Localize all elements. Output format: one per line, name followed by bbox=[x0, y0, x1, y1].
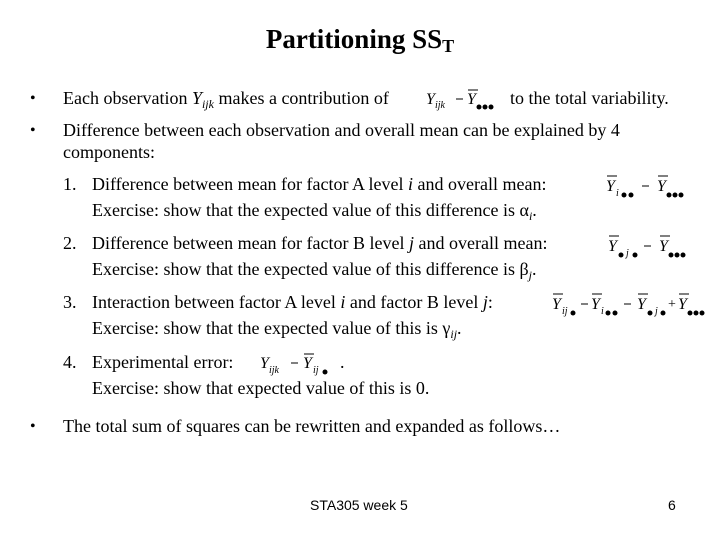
item-1-line2: Exercise: show that the expected value of this difference is $\alpha_i$. bbox=[92, 200, 537, 223]
footer-course-label: STA305 week 5 bbox=[310, 497, 408, 513]
formula-interaction-term bbox=[548, 288, 718, 320]
footer-page-number: 6 bbox=[668, 497, 676, 513]
formula-deviation-total bbox=[422, 84, 502, 114]
formula-factor-b-deviation bbox=[604, 230, 694, 262]
item-3-line1: Interaction between factor A level i and factor B level j: bbox=[92, 292, 493, 312]
item-2-line2: Exercise: show that the expected value of this difference is $\beta_j$. bbox=[92, 259, 537, 282]
item-4-line2: Exercise: show that expected value of this is 0. bbox=[92, 378, 430, 398]
bullet-marker: • bbox=[30, 122, 36, 139]
svg-text:Y: Y bbox=[426, 91, 435, 108]
svg-text:ijk: ijk bbox=[269, 365, 279, 376]
item-4-line1: Experimental error: bbox=[92, 352, 234, 372]
svg-text:Y: Y bbox=[659, 238, 668, 255]
svg-text:Y: Y bbox=[591, 296, 600, 313]
svg-text:Y: Y bbox=[637, 296, 646, 313]
svg-text:+: + bbox=[668, 297, 676, 312]
bullet-observation-tail: to the total variability. bbox=[510, 88, 669, 108]
svg-text:Y: Y bbox=[606, 178, 615, 195]
item-number: 4. bbox=[63, 352, 77, 372]
svg-text:i: i bbox=[616, 188, 619, 199]
svg-text:Y: Y bbox=[678, 296, 687, 313]
svg-text:Y: Y bbox=[608, 238, 617, 255]
slide-title: Partitioning $SS_T$ bbox=[265, 24, 455, 56]
item-2-line1: Difference between mean for factor B level j and overall mean: bbox=[92, 233, 548, 253]
svg-text:Y: Y bbox=[552, 296, 561, 313]
item-1-line1: Difference between mean for factor A level i and overall mean: bbox=[92, 174, 547, 194]
svg-text:Y: Y bbox=[467, 91, 476, 108]
formula-factor-a-deviation bbox=[602, 170, 692, 202]
svg-text:Y: Y bbox=[260, 355, 269, 372]
item-number: 3. bbox=[63, 292, 77, 312]
item-3-line2: Exercise: show that the expected value of this is $\gamma_{ij}$. bbox=[92, 318, 462, 341]
svg-text:ij: ij bbox=[562, 306, 568, 317]
svg-text:i: i bbox=[601, 306, 604, 317]
bullet-total-ss-text: The total sum of squares can be rewritten and expanded as follows… bbox=[63, 416, 561, 436]
formula-experimental-error bbox=[256, 349, 336, 381]
svg-text:ijk: ijk bbox=[435, 100, 445, 111]
bullet-marker: • bbox=[30, 90, 36, 107]
svg-text:j: j bbox=[626, 248, 629, 259]
bullet-components-line1: Difference between each observation and overall mean can be explained by 4 bbox=[63, 120, 620, 140]
svg-text:j: j bbox=[655, 306, 658, 317]
bullet-observation-text: Each observation $Y_{ijk}$ makes a contribution of bbox=[63, 88, 389, 111]
item-number: 2. bbox=[63, 233, 77, 253]
svg-text:Y: Y bbox=[303, 355, 312, 372]
bullet-marker: • bbox=[30, 418, 36, 435]
svg-text:ij: ij bbox=[313, 365, 319, 376]
svg-text:Y: Y bbox=[657, 178, 666, 195]
item-4-line1-tail: . bbox=[340, 352, 345, 372]
bullet-components-line2: components: bbox=[63, 142, 155, 162]
item-number: 1. bbox=[63, 174, 77, 194]
